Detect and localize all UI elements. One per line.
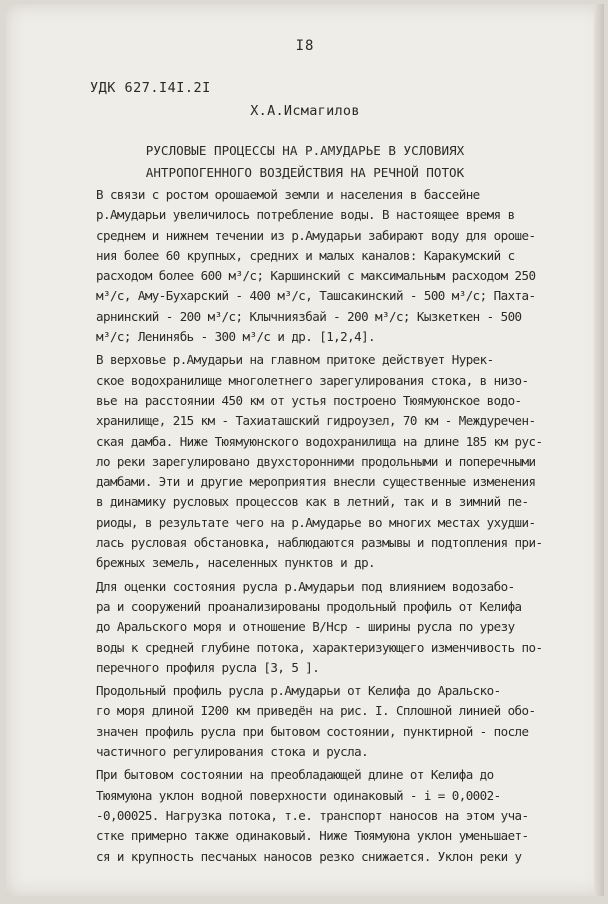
text-line: лась русловая обстановка, наблюдаются размывы и подтопления при- (96, 535, 543, 551)
text-line: значен профиль русла при бытовом состоянии, пунктирной - после (96, 723, 529, 739)
text-line: ся и крупность песчаных наносов резко снижается. Уклон реки у (96, 848, 522, 864)
paragraph-2 (96, 350, 576, 573)
text-line: Продольный профиль русла р.Амударьи от Келифа до Аральско- (96, 683, 501, 699)
title-line: РУСЛОВЫЕ ПРОЦЕССЫ НА Р.АМУДАРЬЕ В УСЛОВИЯХ (145, 143, 465, 158)
text-line: ло реки зарегулировано двухсторонними продольными и поперечными (96, 453, 536, 469)
text-line: -0,00025. Нагрузка потока, т.е. транспорт наносов на этом уча- (96, 807, 529, 823)
article-title (6, 140, 604, 184)
text-line: брежных земель, населенных пунктов и др. (96, 555, 376, 571)
text-line: ра и сооружений проанализированы продольный профиль от Келифа (96, 598, 522, 614)
text-line: стке примерно также одинаковый. Ниже Тюямуюна уклон уменьшает- (96, 828, 529, 844)
page-number: I8 (295, 38, 315, 54)
text-line: ния более 60 крупных, средних и малых каналов: Каракумский с (96, 247, 515, 263)
text-line: ское водохранилище многолетнего зарегулирования стока, в низо- (96, 372, 529, 388)
paragraph-5 (96, 765, 576, 866)
text-line: При бытовом состоянии на преобладающей длине от Келифа до (96, 767, 494, 783)
text-line: м³/с; Ленинябь - 300 м³/с и др. [1,2,4]. (96, 329, 376, 345)
document-page (6, 4, 604, 896)
text-line: арнинский - 200 м³/с; Клычниязбай - 200 м³/с; Кызкеткен - 500 (96, 308, 522, 324)
title-line: АНТРОПОГЕННОГО ВОЗДЕЙСТВИЯ НА РЕЧНОЙ ПОТОК (145, 165, 465, 180)
text-line: в динамику русловых процессов как в летний, так и в зимний пе- (96, 494, 529, 510)
text-line: В верховье р.Амударьи на главном притоке действует Нурек- (96, 352, 494, 368)
text-line: м³/с, Аму-Бухарский - 400 м³/с, Ташсакинский - 500 м³/с; Пахта- (96, 288, 536, 304)
text-line: частичного регулирования стока и русла. (96, 744, 369, 760)
text-line: вье на расстоянии 450 км от устья построено Тюямуюнское водо- (96, 392, 522, 408)
paragraph-4 (96, 681, 576, 762)
text-line: среднем и нижнем течении из р.Амударьи забирают воду для ороше- (96, 227, 536, 243)
text-line: перечного профиля русла [3, 5 ]. (96, 659, 320, 675)
text-line: Тюямуюна уклон водной поверхности одинаковый - i = 0,0002- (96, 787, 501, 803)
text-line: Для оценки состояния русла р.Амударьи под влиянием водозабо- (96, 578, 515, 594)
text-line: В связи с ростом орошаемой земли и населения в бассейне (96, 187, 480, 202)
text-line: хранилище, 215 км - Тахиаташский гидроузел, 70 км - Междуречен- (96, 413, 536, 429)
text-line: го моря длиной I200 км приведён на рис. I. Сплошной линией обо- (96, 703, 536, 719)
paragraph-1 (96, 185, 576, 347)
author-name: Х.А.Исмагилов (250, 103, 360, 119)
text-line: р.Амударьи увеличилось потребление воды. В настоящее время в (96, 207, 515, 223)
text-line: ская дамба. Ниже Тюямуюнского водохранилища на длине 185 км рус- (96, 433, 543, 449)
article-body (96, 185, 576, 867)
text-line: риоды, в результате чего на р.Амударье во многих местах ухудши- (96, 514, 536, 530)
udk-code: УДК 627.I4I.2I (90, 80, 211, 96)
text-line: дамбами. Эти и другие мероприятия внесли существенные изменения (96, 474, 536, 490)
paragraph-3 (96, 577, 576, 678)
page-spine-shadow (594, 4, 604, 896)
text-line: воды к средней глубине потока, характеризующего изменчивость по- (96, 639, 543, 655)
text-line: до Аральского моря и отношение В/Нср - ширины русла по урезу (96, 619, 515, 635)
text-line: расходом более 600 м³/с; Каршинский с максимальным расходом 250 (96, 268, 536, 284)
